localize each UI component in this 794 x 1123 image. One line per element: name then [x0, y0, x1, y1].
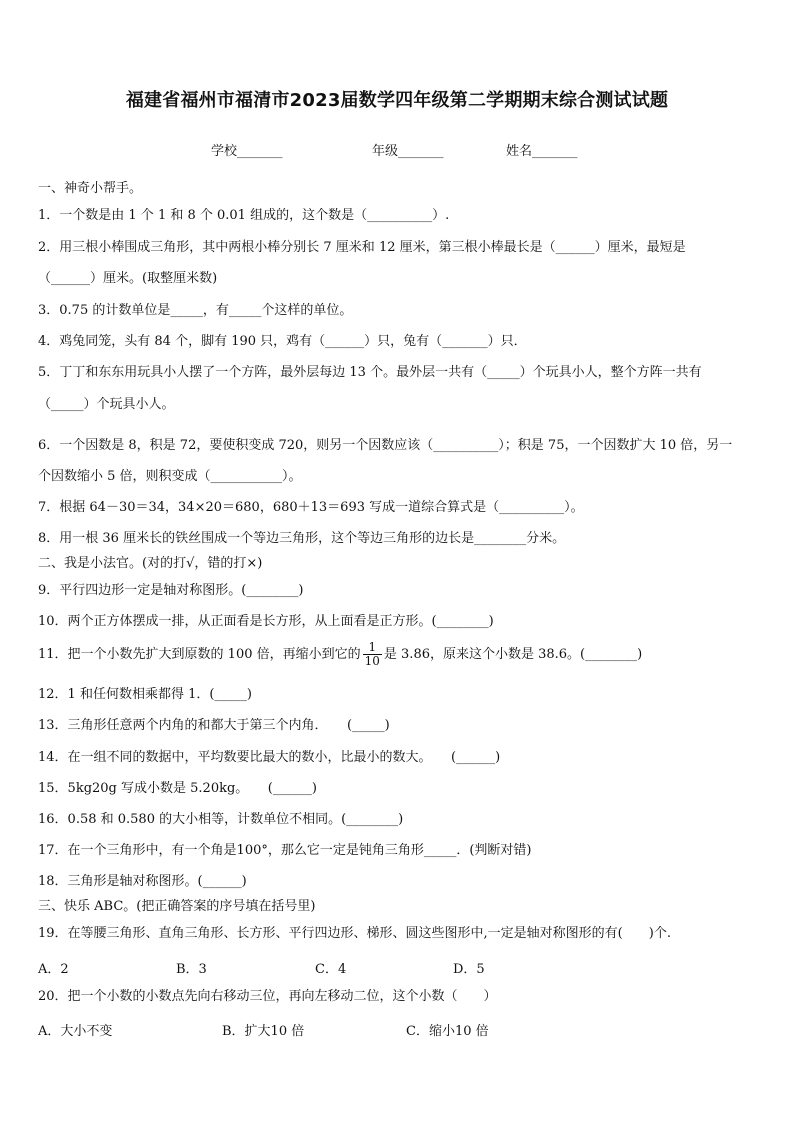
question-4: 4．鸡兔同笼，头有 84 个，脚有 190 只，鸡有（______）只，兔有（_______）只．	[38, 334, 527, 349]
q19-option-b: B．3	[176, 962, 207, 977]
section-heading-3: 三、快乐 ABC。(把正确答案的序号填在括号里)	[38, 899, 316, 914]
q19-option-d: D．5	[453, 962, 485, 977]
q20-option-b: B．扩大10 倍	[222, 1024, 305, 1039]
question-5-line-2: （_____）个玩具小人。	[38, 397, 175, 412]
question-10: 10．两个正方体摆成一排，从正面看是长方形，从上面看是正方形。(________)	[38, 614, 494, 629]
q20-option-a: A．大小不变	[38, 1024, 113, 1039]
question-11-prefix: 11．把一个小数先扩大到原数的 100 倍，再缩小到它的	[38, 647, 361, 662]
question-14: 14．在一组不同的数据中，平均数要比最大的数小，比最小的数大。 (______)	[38, 750, 501, 765]
question-8: 8．用一根 36 厘米长的铁丝围成一个等边三角形，这个等边三角形的边长是________分米。	[38, 531, 566, 546]
fraction-numerator: 1	[363, 641, 382, 655]
q20-option-c: C．缩小10 倍	[406, 1024, 489, 1039]
question-5-line-1: 5．丁丁和东东用玩具小人摆了一个方阵，最外层每边 13 个。最外层一共有（_____）个玩具小人，整个方阵一共有	[38, 365, 702, 380]
q19-option-c: C．4	[315, 962, 347, 977]
question-18: 18．三角形是轴对称图形。(______)	[38, 874, 247, 889]
question-9: 9．平行四边形一定是轴对称图形。(________)	[38, 583, 304, 598]
fraction-denominator: 10	[364, 654, 380, 668]
question-7: 7．根据 64－30＝34，34×20＝680，680＋13＝693 写成一道综合算式是（__________）。	[38, 500, 584, 515]
grade-field: 年级_______	[372, 144, 444, 159]
q19-option-a: A．2	[38, 962, 69, 977]
name-field: 姓名_______	[506, 144, 578, 159]
school-field: 学校_______	[211, 144, 283, 159]
question-15: 15．5kg20g 写成小数是 5.20kg。 (______)	[38, 781, 317, 796]
question-11-suffix: 是 3.86，原来这个小数是 38.6。(________)	[383, 647, 643, 662]
question-19: 19．在等腰三角形、直角三角形、长方形、平行四边形、梯形、圆这些图形中,一定是轴对称图形的有( )个.	[38, 926, 671, 941]
question-1: 1．一个数是由 1 个 1 和 8 个 0.01 组成的，这个数是（__________）.	[38, 208, 450, 223]
section-heading-2: 二、我是小法官。(对的打√，错的打×)	[38, 556, 263, 571]
section-heading-1: 一、神奇小帮手。	[38, 181, 143, 196]
fraction-one-tenth	[363, 641, 382, 668]
question-6-line-1: 6．一个因数是 8，积是 72，要使积变成 720，则另一个因数应该（__________）；积是 75，一个因数扩大 10 倍，另一	[38, 438, 733, 453]
question-17: 17．在一个三角形中，有一个角是100°，那么它一定是钝角三角形_____．(判断对错)	[38, 843, 532, 858]
question-16: 16．0.58 和 0.580 的大小相等，计数单位不相同。(________)	[38, 812, 404, 827]
page-title: 福建省福州市福清市2023届数学四年级第二学期期末综合测试试题	[125, 90, 669, 111]
question-2-line-2: （______）厘米。(取整厘米数)	[38, 271, 218, 286]
question-2-line-1: 2．用三根小棒围成三角形，其中两根小棒分别长 7 厘米和 12 厘米，第三根小棒最长是（______）厘米，最短是	[38, 240, 686, 255]
question-6-line-2: 个因数缩小 5 倍，则积变成（___________）。	[38, 469, 302, 484]
question-13: 13．三角形任意两个内角的和都大于第三个内角． (_____)	[38, 718, 390, 733]
question-20: 20．把一个小数的小数点先向右移动三位，再向左移动二位，这个小数（ ）	[38, 989, 497, 1004]
question-3: 3．0.75 的计数单位是_____，有_____个这样的单位。	[38, 303, 353, 318]
question-12: 12．1 和任何数相乘都得 1．(_____)	[38, 687, 252, 702]
question-11	[38, 641, 642, 668]
